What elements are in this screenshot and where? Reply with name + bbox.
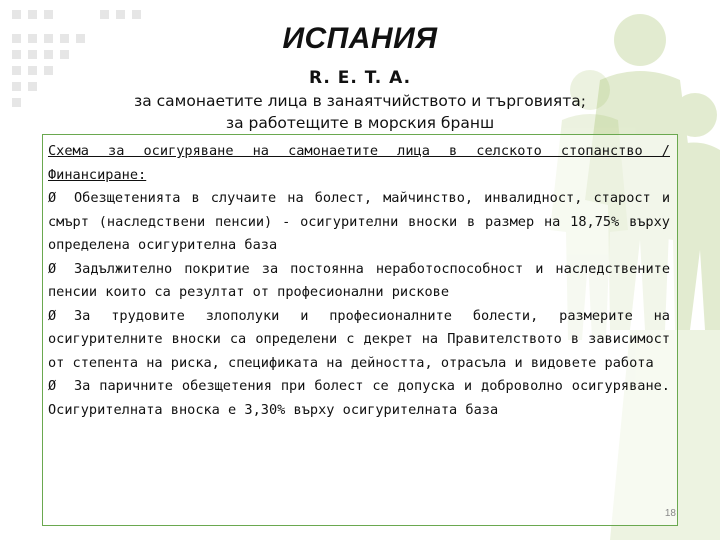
bullet-item (48, 305, 670, 376)
page-title: ИСПАНИЯ (282, 22, 438, 55)
bullet-text: Обезщетенията в случаите на болест, майчинство, инвалидност, старост и смърт (наследствени пенсии) - осигурителни вноски в размер на 18,75% върху определена осигурителна база (48, 190, 670, 253)
arrow-bullet-icon: Ø (48, 378, 57, 394)
arrow-bullet-icon: Ø (48, 190, 57, 206)
section-heading: Схема за осигуряване на самонаетите лица в селското стопанство / Финансиране: (48, 143, 670, 183)
subtitle-line-2: за работещите в морския бранш (225, 114, 495, 132)
bullet-item (48, 375, 670, 422)
arrow-bullet-icon: Ø (48, 260, 57, 277)
content-text (48, 140, 670, 422)
bullet-item (48, 258, 670, 305)
bullet-item (48, 187, 670, 258)
arrow-bullet-icon: Ø (48, 307, 57, 324)
page-number: 18 (664, 508, 676, 519)
acronym-heading: R. E. T. A. (308, 68, 412, 88)
bullet-text: За паричните обезщетения при болест се допуска и доброволно осигуряване. Осигурителната вноска е 3,30% върху осигурителната база (48, 378, 670, 418)
bullet-text: Задължително покритие за постоянна неработоспособност и наследствените пенсии които са резултат от професионални рискове (48, 260, 670, 300)
subtitle-line-1: за самонаетите лица в занаятчийството и търговията; (133, 92, 586, 110)
bullet-text: За трудовите злополуки и професионалните болести, размерите на осигурителните вноски са определени с декрет на Правителството в зависимост от степента на риска, спецификата на дейността, отрасъла и видовете работа (48, 307, 670, 371)
